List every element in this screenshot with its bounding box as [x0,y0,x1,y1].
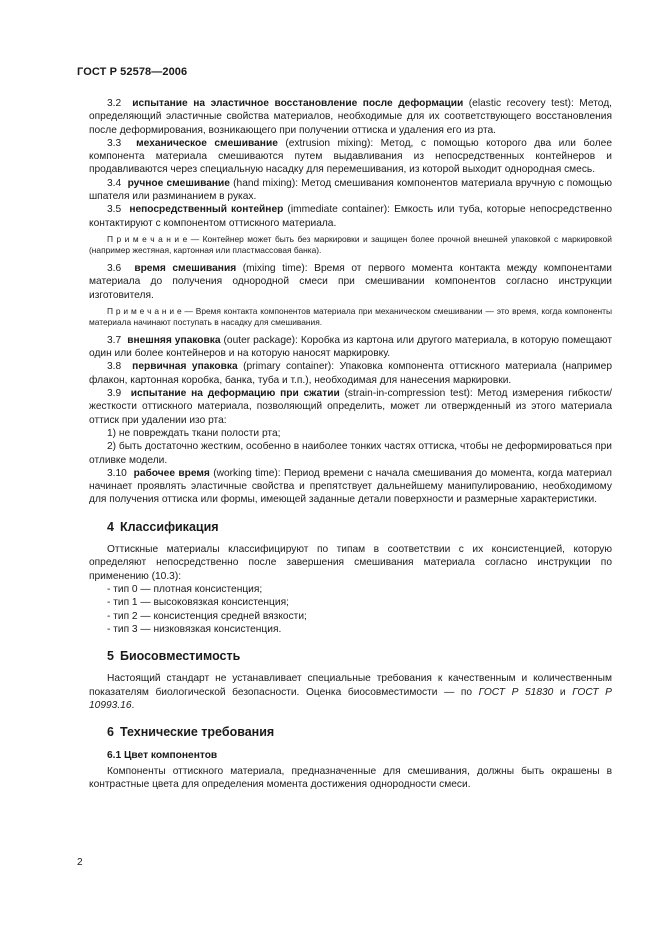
document-body [89,97,612,791]
section-6-heading: 6 Технические требования [107,725,275,740]
list-item: - тип 0 — плотная консистенция; [107,583,263,595]
list-item: - тип 1 — высоковязкая консистенция; [107,597,289,609]
definition-3-10: 3.10 рабочее время (working time): Период времени с начала смешивания до момента, когда материал начинает проявлять эластичные свойства и препятствует дальнейшему манипулированию, необходимому для получения оттиска или формы, имеющей заданные детали поверхности и размерные характеристики. [89,467,612,506]
definition-3-9: 3.9 испытание на деформацию при сжатии (strain-in-compression test): Метод измерения гибкости/жесткости оттискного материала, позволяющий определить, может ли отвержденный из этого материала оттиск при удалении изо рта: [89,388,612,426]
definition-3-2: 3.2 испытание на эластичное восстановление после деформации (elastic recovery test): Метод, определяющий эластичные свойства материалов, необходимые для их соответствующего восстановления после деформирования, возникающего при получении оттиска и удаления его из рта. [89,98,613,136]
subsection-6-1-heading: 6.1 Цвет компонентов [107,749,218,761]
standard-header: ГОСТ Р 52578—2006 [77,66,188,78]
definition-3-9-item-1: 1) не повреждать ткани полости рта; [107,427,281,439]
section-4-intro: Оттискные материалы классифицируют по типам в соответствии с их консистенцией, которую определяют непосредственно после завершения смешивания материала согласно инструкции по применению (10.3): [89,544,612,582]
note-3-6: П р и м е ч а н и е — Время контакта компонентов материала при механическом смешивании — это время, когда компоненты материала начинают поступать в насадку для смешивания. [89,305,612,327]
definition-3-8: 3.8 первичная упаковка (primary container): Упаковка компонента оттискного материала (например флакон, картонная коробка, банка, туба и т.п.), необходимая для нанесения маркировки. [89,361,612,386]
section-4-heading: 4 Классификация [107,519,219,534]
definition-3-5: 3.5 непосредственный контейнер (immediate container): Емкость или туба, которые непосредственно контактируют с компонентом оттискного материала. [89,204,612,229]
note-3-5: П р и м е ч а н и е — Контейнер может быть без маркировки и защищен более прочной внешней упаковкой с маркировкой (например жестяная, картонная или пластмассовая банка). [89,233,612,255]
subsection-6-1-text: Компоненты оттискного материала, предназначенные для смешивания, должны быть окрашены в контрастные цвета для определения момента достижения однородности смеси. [89,765,612,791]
definition-3-4: 3.4 ручное смешивание (hand mixing): Метод смешивания компонентов материала вручную с помощью шпателя или разминанием в руках. [89,177,612,203]
definition-3-9-item-2: 2) быть достаточно жестким, особенно в наиболее тонких частях оттиска, чтобы не деформироваться при отливке модели. [89,441,612,466]
section-5-heading: 5 Биосовместимость [107,649,241,664]
reference-link: ГОСТ Р 51830 [478,686,554,698]
section-5-text: Настоящий стандарт не устанавливает специальные требования к качественным и количественным показателям биологической безопасности. Оценка биосовместимости — по ГОСТ Р 51830 и ГОСТ Р 10993.16. [89,673,612,711]
list-item: - тип 3 — низковязкая консистенция. [107,623,282,635]
page-number: 2 [77,857,83,868]
definition-3-3: 3.3 механическое смешивание (extrusion mixing): Метод, с помощью которого два или более компонента материала смешиваются путем выдавливания из непосредственных контейнеров и продавливаются через специальную насадку для перемешивания, из которой выходит однородная смесь. [89,137,612,176]
definition-3-6: 3.6 время смешивания (mixing time): Время от первого момента контакта между компонентами материала до получения однородной смеси при смешивании компонентов согласно инструкции изготовителя. [89,262,612,301]
definition-3-7: 3.7 внешняя упаковка (outer package): Коробка из картона или другого материала, в которую помещают один или более контейнеров и на которую наносят маркировку. [89,334,612,360]
list-item: - тип 2 — консистенция средней вязкости; [107,610,307,622]
reference-link: ГОСТ Р 10993.16 [89,686,612,711]
